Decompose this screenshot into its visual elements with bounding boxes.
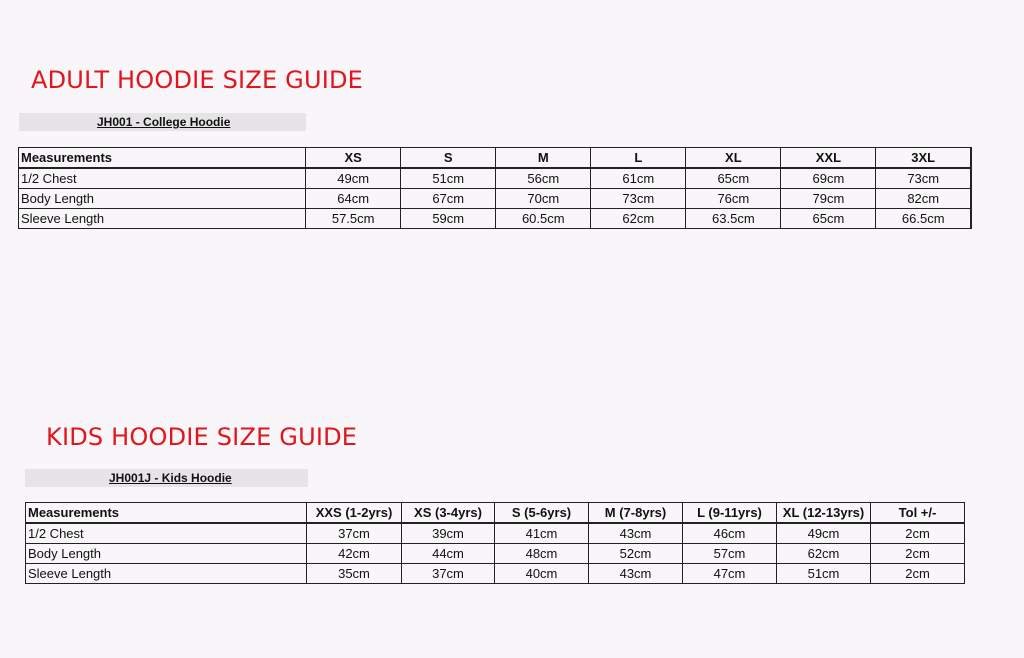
header-size: Tol +/- (871, 503, 965, 524)
measurement-value: 47cm (683, 564, 777, 584)
header-size: S (5-6yrs) (495, 503, 589, 524)
kids-product-name: JH001J - Kids Hoodie (109, 471, 232, 485)
header-size: XXS (1-2yrs) (307, 503, 402, 524)
measurement-label: Sleeve Length (26, 564, 307, 584)
measurement-value: 37cm (402, 564, 495, 584)
measurement-value: 44cm (402, 544, 495, 564)
measurement-value: 37cm (307, 523, 402, 544)
adult-product-label (19, 113, 306, 131)
table-row (26, 523, 965, 544)
adult-product-name: JH001 - College Hoodie (97, 115, 231, 129)
measurement-value: 67cm (401, 189, 496, 209)
table-row (26, 564, 965, 584)
measurement-value: 61cm (591, 168, 686, 189)
adult-size-guide-heading: ADULT HOODIE SIZE GUIDE (31, 66, 364, 94)
table-row (26, 544, 965, 564)
header-size: S (401, 148, 496, 169)
measurement-value: 65cm (686, 168, 781, 189)
measurement-value: 73cm (591, 189, 686, 209)
measurement-value: 69cm (781, 168, 876, 189)
measurement-value: 60.5cm (496, 209, 591, 229)
measurement-value: 2cm (871, 523, 965, 544)
header-measurements: Measurements (19, 148, 306, 169)
header-size: XS (306, 148, 401, 169)
measurement-value: 57cm (683, 544, 777, 564)
measurement-value: 43cm (589, 523, 683, 544)
measurement-value: 62cm (591, 209, 686, 229)
header-size: L (591, 148, 686, 169)
measurement-value: 48cm (495, 544, 589, 564)
measurement-value: 57.5cm (306, 209, 401, 229)
measurement-value: 65cm (781, 209, 876, 229)
measurement-value: 41cm (495, 523, 589, 544)
measurement-value: 70cm (496, 189, 591, 209)
header-size: XL (686, 148, 781, 169)
measurement-value: 49cm (777, 523, 871, 544)
kids-size-table (25, 502, 965, 584)
header-size: XXL (781, 148, 876, 169)
measurement-value: 2cm (871, 544, 965, 564)
header-size: 3XL (876, 148, 971, 169)
measurement-value: 59cm (401, 209, 496, 229)
table-header-row (19, 148, 972, 169)
measurement-label: 1/2 Chest (19, 168, 306, 189)
measurement-value: 35cm (307, 564, 402, 584)
kids-size-guide-heading: KIDS HOODIE SIZE GUIDE (46, 423, 358, 451)
measurement-label: 1/2 Chest (26, 523, 307, 544)
measurement-value: 62cm (777, 544, 871, 564)
header-size: XS (3-4yrs) (402, 503, 495, 524)
table-header-row (26, 503, 965, 524)
measurement-value: 52cm (589, 544, 683, 564)
measurement-value: 46cm (683, 523, 777, 544)
header-measurements: Measurements (26, 503, 307, 524)
measurement-value: 82cm (876, 189, 971, 209)
measurement-value: 49cm (306, 168, 401, 189)
measurement-value: 2cm (871, 564, 965, 584)
measurement-value: 42cm (307, 544, 402, 564)
adult-size-table (18, 147, 972, 229)
measurement-value: 51cm (401, 168, 496, 189)
table-row (19, 209, 972, 229)
measurement-value: 63.5cm (686, 209, 781, 229)
header-size: M (496, 148, 591, 169)
measurement-value: 40cm (495, 564, 589, 584)
measurement-value: 66.5cm (876, 209, 971, 229)
measurement-label: Body Length (19, 189, 306, 209)
measurement-value: 51cm (777, 564, 871, 584)
measurement-value: 43cm (589, 564, 683, 584)
header-size: XL (12-13yrs) (777, 503, 871, 524)
measurement-value: 76cm (686, 189, 781, 209)
measurement-value: 39cm (402, 523, 495, 544)
measurement-label: Body Length (26, 544, 307, 564)
measurement-value: 56cm (496, 168, 591, 189)
table-row (19, 168, 972, 189)
table-row (19, 189, 972, 209)
kids-product-label (25, 469, 308, 487)
header-size: L (9-11yrs) (683, 503, 777, 524)
measurement-label: Sleeve Length (19, 209, 306, 229)
measurement-value: 79cm (781, 189, 876, 209)
header-size: M (7-8yrs) (589, 503, 683, 524)
measurement-value: 64cm (306, 189, 401, 209)
measurement-value: 73cm (876, 168, 971, 189)
